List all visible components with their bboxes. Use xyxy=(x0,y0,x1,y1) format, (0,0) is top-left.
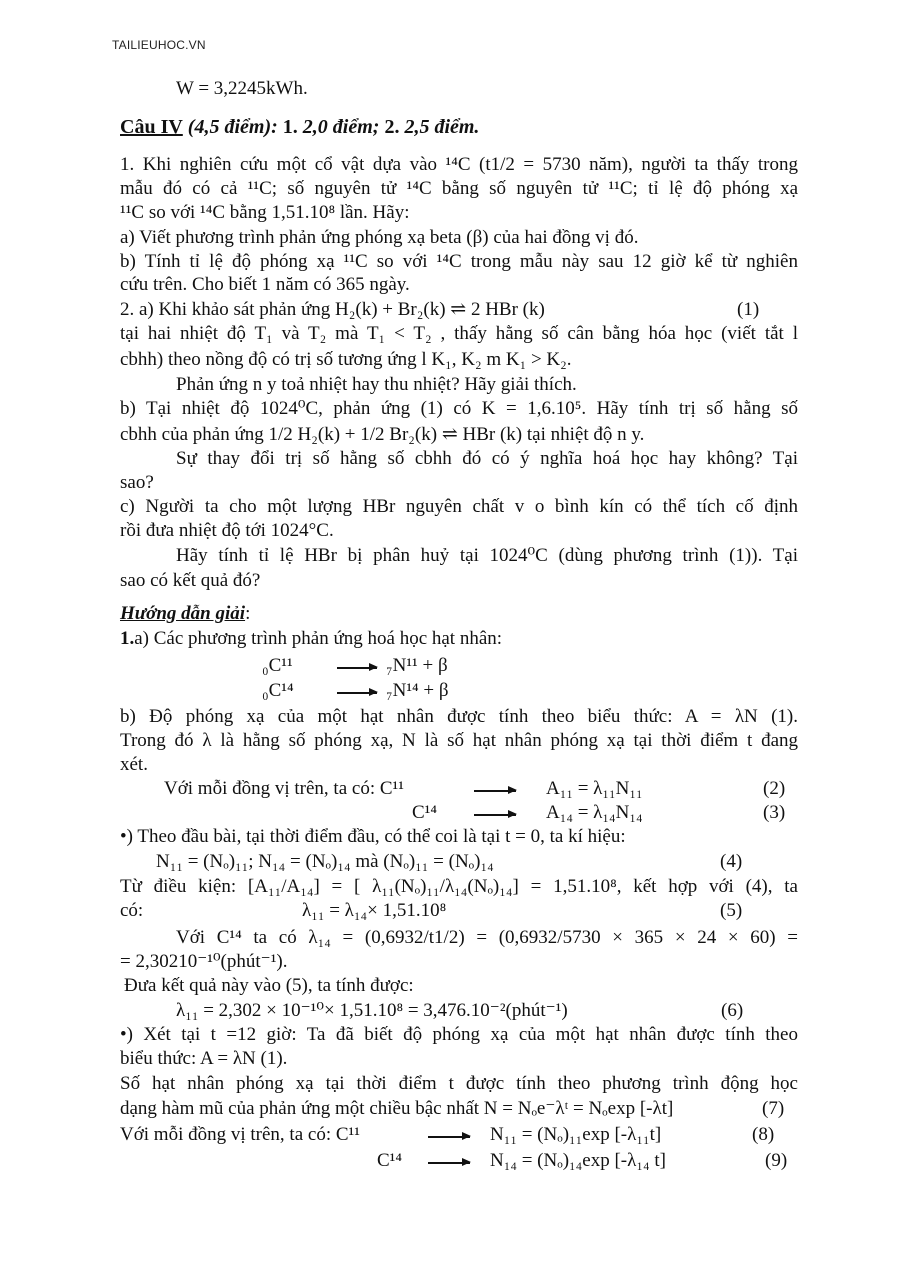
text-line: b) Tại nhiệt độ 1024⁰C, phản ứng (1) có K = 1,6.10⁵. Hãy tính trị số hằng số xyxy=(120,398,798,419)
equation-row: λ₁₁ = 2,302 × 10⁻¹⁰× 1,51.10⁸ = 3,476.10⁻²(phút⁻¹) xyxy=(176,1000,568,1021)
text-line: biểu thức: A = λN (1). xyxy=(120,1048,288,1069)
site-header: TAILIEUHOC.VN xyxy=(112,38,206,52)
text-line: tại hai nhiệt độ T₁ và T₂ mà T₁ < T₂ , thấy hằng số cân bằng hóa học (viết tắt l xyxy=(120,323,798,344)
right-arrow-icon xyxy=(337,692,377,694)
text-line: Hãy tính tỉ lệ HBr bị phân huỷ tại 1024⁰C (dùng phương trình (1)). Tại xyxy=(176,545,798,566)
text-line: Đưa kết quả này vào (5), ta tính được: xyxy=(124,975,414,996)
text-line: Từ điều kiện: [A₁₁/A₁₄] = [ λ₁₁(Nₒ)₁₁/λ₁₄(Nₒ)₁₄] = 1,51.10⁸, kết hợp với (4), ta xyxy=(120,876,798,897)
text-line: mẫu đó có cả ¹¹C; số nguyên tử ¹⁴C bằng số nguyên tử ¹¹C; tỉ lệ độ phóng xạ xyxy=(120,178,798,199)
right-arrow-icon xyxy=(474,814,516,816)
equation-row: N₁₁ = (Nₒ)₁₁; N₁₄ = (Nₒ)₁₄ mà (Nₒ)₁₁ = (Nₒ)₁₄ xyxy=(156,851,494,872)
equation-row: N₁₁ = (Nₒ)₁₁exp [-λ₁₁t] xyxy=(490,1124,662,1145)
text-line: xét. xyxy=(120,754,148,775)
text-line: Trong đó λ là hằng số phóng xạ, N là số hạt nhân phóng xạ tại thời điểm t đang xyxy=(120,730,798,751)
energy-line: W = 3,2245kWh. xyxy=(176,78,308,99)
equation-row: A₁₁ = λ₁₁N₁₁ xyxy=(546,778,643,799)
text-line: Số hạt nhân phóng xạ tại thời điểm t được tính theo phương trình động học xyxy=(120,1073,798,1094)
text-line: b) Độ phóng xạ của một hạt nhân được tính theo biểu thức: A = λN (1). xyxy=(120,706,798,727)
eq-number: (7) xyxy=(762,1098,785,1119)
eq-number: (4) xyxy=(720,851,743,872)
text-line: c) Người ta cho một lượng HBr nguyên chất v o bình kín có thể tích cố định xyxy=(120,496,798,517)
eq-number: (2) xyxy=(763,778,786,799)
right-arrow-icon xyxy=(474,790,516,792)
equation-row: Với mỗi đồng vị trên, ta có: C¹¹ xyxy=(164,778,404,799)
eq-number: (9) xyxy=(765,1150,788,1171)
equation-row: λ₁₁ = λ₁₄× 1,51.10⁸ xyxy=(302,900,447,921)
text-line: cứu trên. Cho biết 1 năm có 365 ngày. xyxy=(120,274,410,295)
eq-number: (6) xyxy=(721,1000,744,1021)
nuclear-eq-rhs: ₇N¹⁴ + β xyxy=(386,680,449,701)
text-line: có: xyxy=(120,900,144,921)
text-line: a) Viết phương trình phản ứng phóng xạ beta (β) của hai đồng vị đó. xyxy=(120,227,639,248)
reaction-1: 2. a) Khi khảo sát phản ứng H₂(k) + Br₂(k) ⇌ 2 HBr (k) xyxy=(120,299,545,320)
text-line: cbhh) theo nồng độ có trị số tương ứng l K₁, K₂ m K₁ > K₂. xyxy=(120,349,572,370)
text-line: •) Xét tại t =12 giờ: Ta đã biết độ phóng xạ của một hạt nhân được tính theo xyxy=(120,1024,798,1045)
text-line: 1.a) Các phương trình phản ứng hoá học hạt nhân: xyxy=(120,628,503,649)
solution-heading: Hướng dẫn giải: xyxy=(120,603,251,624)
text-line: cbhh của phản ứng 1/2 H₂(k) + 1/2 Br₂(k) ⇌ HBr (k) tại nhiệt độ n y. xyxy=(120,424,645,445)
eq-number: (5) xyxy=(720,900,743,921)
text-line: •) Theo đầu bài, tại thời điểm đầu, có thể coi là tại t = 0, ta kí hiệu: xyxy=(120,826,626,847)
equation-row: C¹⁴ xyxy=(377,1150,402,1171)
equation-row: A₁₄ = λ₁₄N₁₄ xyxy=(546,802,643,823)
equation-row: Với mỗi đồng vị trên, ta có: C¹¹ xyxy=(120,1124,360,1145)
right-arrow-icon xyxy=(428,1162,470,1164)
text-line: b) Tính tỉ lệ độ phóng xạ ¹¹C so với ¹⁴C trong mẫu này sau 12 giờ kể từ nghiên xyxy=(120,251,798,272)
text-line: = 2,30210⁻¹⁰(phút⁻¹). xyxy=(120,951,288,972)
text-line: sao có kết quả đó? xyxy=(120,570,261,591)
text-line: sao? xyxy=(120,472,154,493)
right-arrow-icon xyxy=(428,1136,470,1138)
text-line: ¹¹C so với ¹⁴C bằng 1,51.10⁸ lần. Hãy: xyxy=(120,202,410,223)
text-line: Với C¹⁴ ta có λ₁₄ = (0,6932/t1/2) = (0,6932/5730 × 365 × 24 × 60) = xyxy=(176,927,798,948)
text-line: dạng hàm mũ của phản ứng một chiều bậc nhất N = Nₒe⁻λᵗ = Nₒexp [-λt] xyxy=(120,1098,674,1119)
equation-row: N₁₄ = (Nₒ)₁₄exp [-λ₁₄ t] xyxy=(490,1150,666,1171)
nuclear-eq-rhs: ₇N¹¹ + β xyxy=(386,655,448,676)
right-arrow-icon xyxy=(337,667,377,669)
text-line: Phản ứng n y toả nhiệt hay thu nhiệt? Hãy giải thích. xyxy=(176,374,577,395)
question-title: Câu IV (4,5 điểm): 1. 2,0 điểm; 2. 2,5 điểm. xyxy=(120,116,480,138)
nuclear-eq-lhs: ₀C¹¹ xyxy=(262,655,293,676)
eq-number: (3) xyxy=(763,802,786,823)
eq-number: (1) xyxy=(737,299,760,320)
eq-number: (8) xyxy=(752,1124,775,1145)
text-line: Sự thay đổi trị số hằng số cbhh đó có ý nghĩa hoá học hay không? Tại xyxy=(176,448,798,469)
equation-row: C¹⁴ xyxy=(412,802,437,823)
text-line: 1. Khi nghiên cứu một cổ vật dựa vào ¹⁴C (t1/2 = 5730 năm), người ta thấy trong xyxy=(120,154,798,175)
text-line: rồi đưa nhiệt độ tới 1024°C. xyxy=(120,520,334,541)
nuclear-eq-lhs: ₀C¹⁴ xyxy=(262,680,294,701)
